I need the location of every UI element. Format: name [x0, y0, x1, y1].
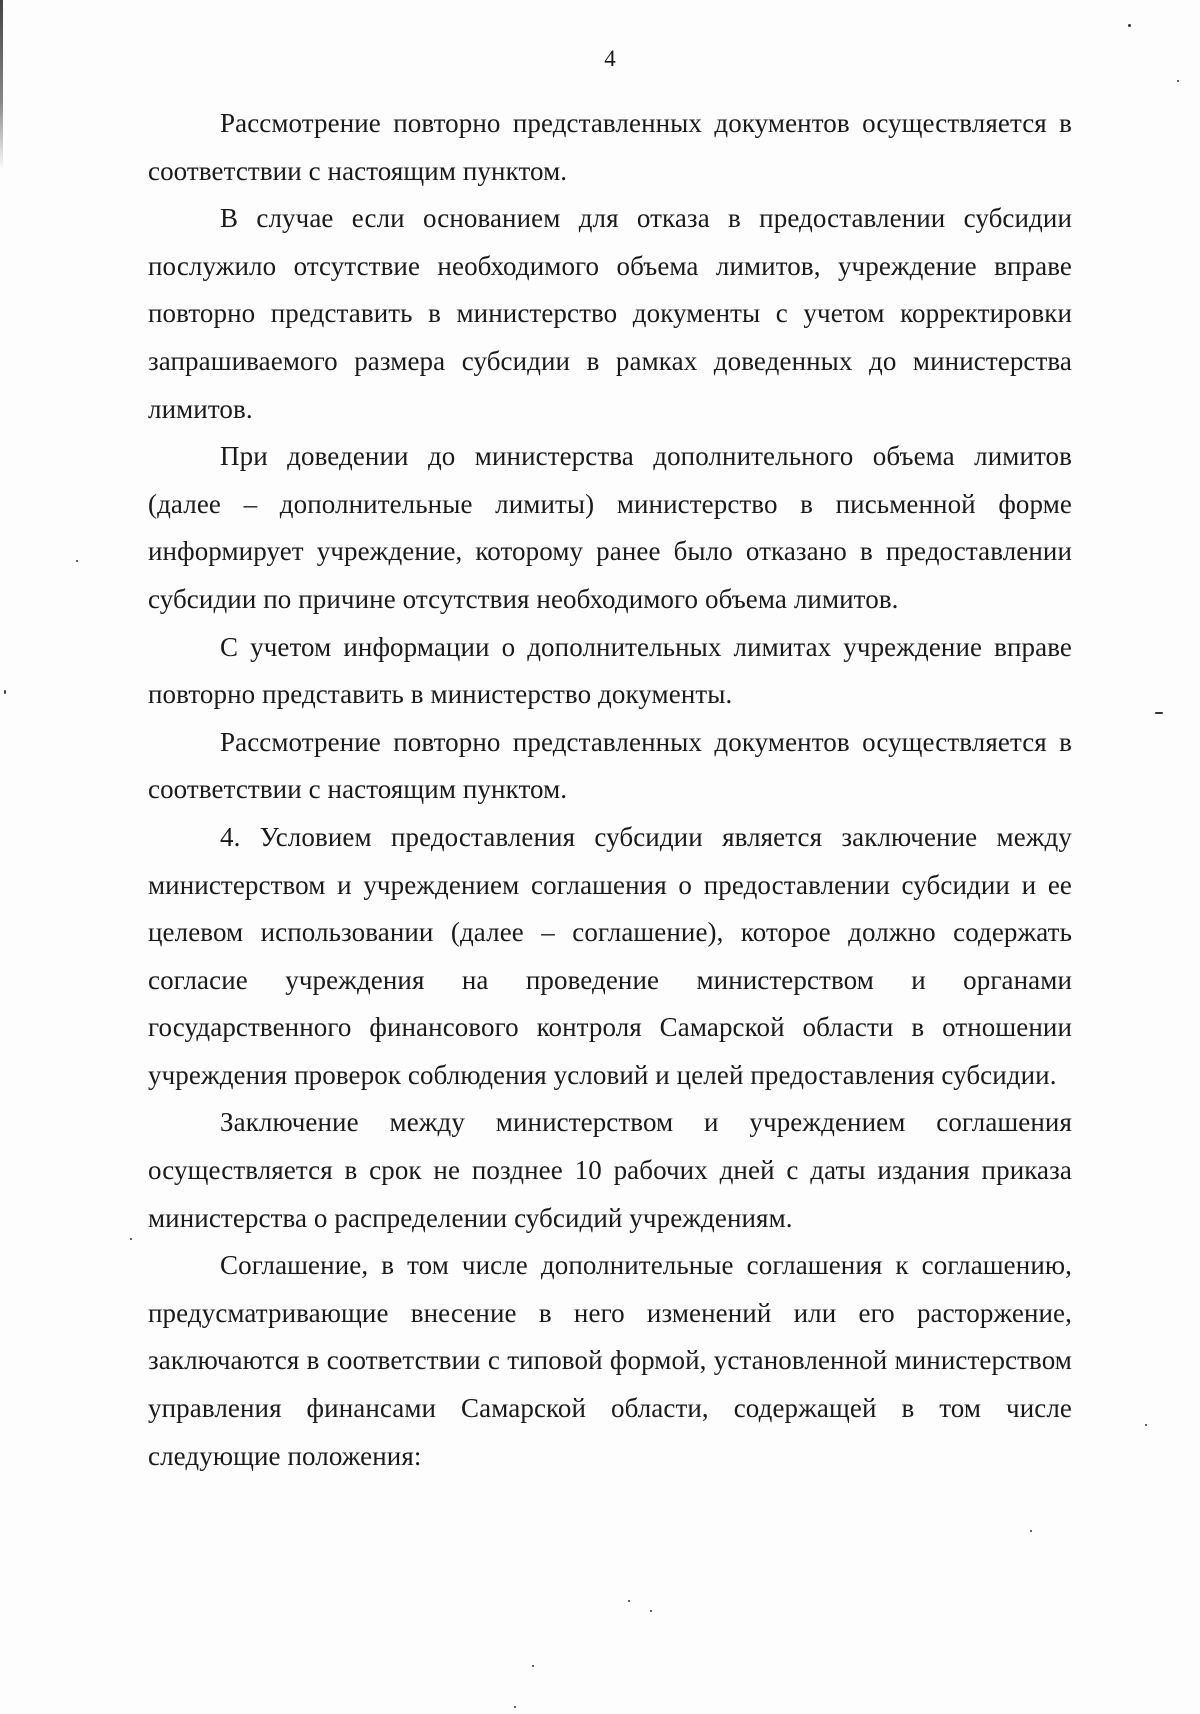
- paragraph: С учетом информации о дополнительных лимитах учреждение вправе повторно представить в министерство документы.: [148, 631, 1072, 710]
- scan-speck: [1145, 1424, 1147, 1426]
- paragraph: В случае если основанием для отказа в предоставлении субсидии послужило отсутствие необходимого объема лимитов, учреждение вправе повторно представить в министерство документы с учетом корректировки запрашиваемого размера субсидии в рамках доведенных до министерства лимитов.: [148, 203, 1072, 424]
- scan-speck: [1155, 712, 1163, 714]
- paragraph: Соглашение, в том числе дополнительные соглашения к соглашению, предусматривающие внесение в него изменений или его расторжение, заключаются в соответствии с типовой формой, установленной министерством управления финансами Самарской области, содержащей в том числе следующие положения:: [148, 1250, 1072, 1471]
- scan-speck: [130, 1238, 132, 1240]
- scan-speck: [532, 1665, 534, 1667]
- paragraph: Рассмотрение повторно представленных документов осуществляется в соответствии с настоящим пунктом.: [148, 726, 1072, 805]
- page-number: 4: [604, 46, 616, 71]
- paragraph: Рассмотрение повторно представленных документов осуществляется в соответствии с настоящим пунктом.: [148, 108, 1072, 186]
- scan-speck: [1177, 80, 1179, 82]
- scan-speck: [514, 1706, 516, 1708]
- scan-speck: [628, 1600, 630, 1602]
- paragraph: При доведении до министерства дополнительного объема лимитов (далее – дополнительные лимиты) министерство в письменной форме информирует учреждение, которому ранее было отказано в предоставлении субсидии по причине отсутствия необходимого объема лимитов.: [148, 441, 1072, 614]
- scan-speck: [4, 690, 6, 694]
- scan-speck: [1030, 1530, 1032, 1532]
- scan-edge-shadow: [0, 0, 3, 170]
- scan-speck: [650, 1610, 652, 1612]
- paragraph: 4. Условием предоставления субсидии является заключение между министерством и учреждением соглашения о предоставлении субсидии и ее целевом использовании (далее – соглашение), которое должно содержать согласие учреждения на проведение министерством и органами государственного финансового контроля Самарской области в отношении учреждения проверок соблюдения условий и целей предоставления субсидии.: [148, 821, 1072, 1090]
- scan-speck: [1128, 24, 1131, 27]
- document-body: [148, 100, 1072, 1480]
- scan-speck: [76, 560, 78, 562]
- paragraph: Заключение между министерством и учреждением соглашения осуществляется в срок не позднее 10 рабочих дней с даты издания приказа министерства о распределении субсидий учреждениям.: [148, 1107, 1072, 1233]
